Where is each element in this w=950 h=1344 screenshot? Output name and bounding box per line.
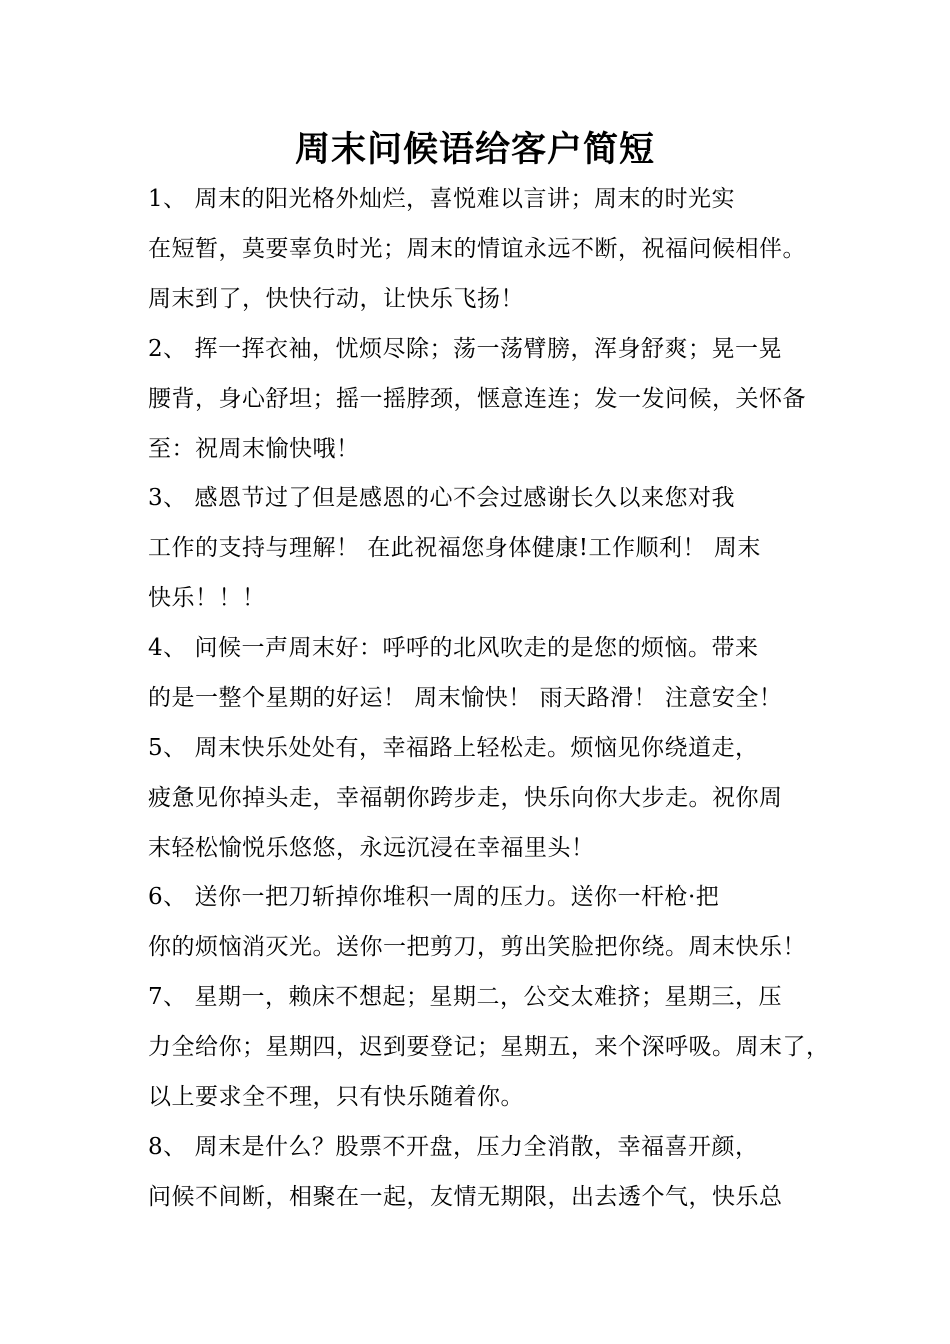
paragraph-line: 末轻松愉悦乐悠悠，永远沉浸在幸福里头！ bbox=[148, 835, 595, 861]
paragraph-line: 5、 周末快乐处处有，幸福路上轻松走。烦恼见你绕道走， bbox=[148, 735, 759, 761]
paragraph-line: 问候不间断，相聚在一起，友情无期限，出去透个气，快乐总 bbox=[148, 1184, 783, 1210]
paragraph-line: 8、 周末是什么？股票不开盘，压力全消散，幸福喜开颜， bbox=[148, 1134, 759, 1160]
paragraph-line: 疲惫见你掉头走，幸福朝你跨步走，快乐向你大步走。祝你周 bbox=[148, 785, 783, 811]
paragraph-line: 7、 星期一，赖床不想起；星期二，公交太难挤；星期三，压 bbox=[148, 984, 782, 1010]
document-title: 周末问候语给客户简短 bbox=[294, 129, 655, 170]
paragraph-line: 在短暂，莫要辜负时光；周末的情谊永远不断，祝福问候相伴。 bbox=[148, 236, 806, 262]
paragraph-line: 至：祝周末愉快哦！ bbox=[148, 436, 360, 462]
paragraph-line: 力全给你；星期四，迟到要登记；星期五，来个深呼吸。周末了， bbox=[148, 1034, 830, 1060]
paragraph-line: 快乐！！！ bbox=[148, 585, 266, 611]
paragraph-line: 1、 周末的阳光格外灿烂，喜悦难以言讲；周末的时光实 bbox=[148, 186, 735, 212]
paragraph-line: 周末到了，快快行动，让快乐飞扬！ bbox=[148, 286, 524, 312]
paragraph-line: 4、 问候一声周末好：呼呼的北风吹走的是您的烦恼。带来 bbox=[148, 635, 759, 661]
paragraph-line: 3、 感恩节过了但是感恩的心不会过感谢长久以来您对我 bbox=[148, 485, 735, 511]
paragraph-line: 腰背，身心舒坦；摇一摇脖颈，惬意连连；发一发问候，关怀备 bbox=[148, 386, 806, 412]
paragraph-line: 的是一整个星期的好运！ 周末愉快！ 雨天路滑！ 注意安全！ bbox=[148, 685, 783, 711]
paragraph-line: 6、 送你一把刀斩掉你堆积一周的压力。送你一杆枪·把 bbox=[148, 884, 720, 910]
paragraph-line: 以上要求全不理，只有快乐随着你。 bbox=[148, 1084, 524, 1110]
paragraph-line: 工作的支持与理解！ 在此祝福您身体健康!工作顺利！ 周末 bbox=[148, 535, 761, 561]
paragraph-line: 你的烦恼消灭光。送你一把剪刀，剪出笑脸把你绕。周末快乐！ bbox=[148, 934, 806, 960]
paragraph-line: 2、 挥一挥衣袖，忧烦尽除；荡一荡臂膀，浑身舒爽；晃一晃 bbox=[148, 336, 782, 362]
